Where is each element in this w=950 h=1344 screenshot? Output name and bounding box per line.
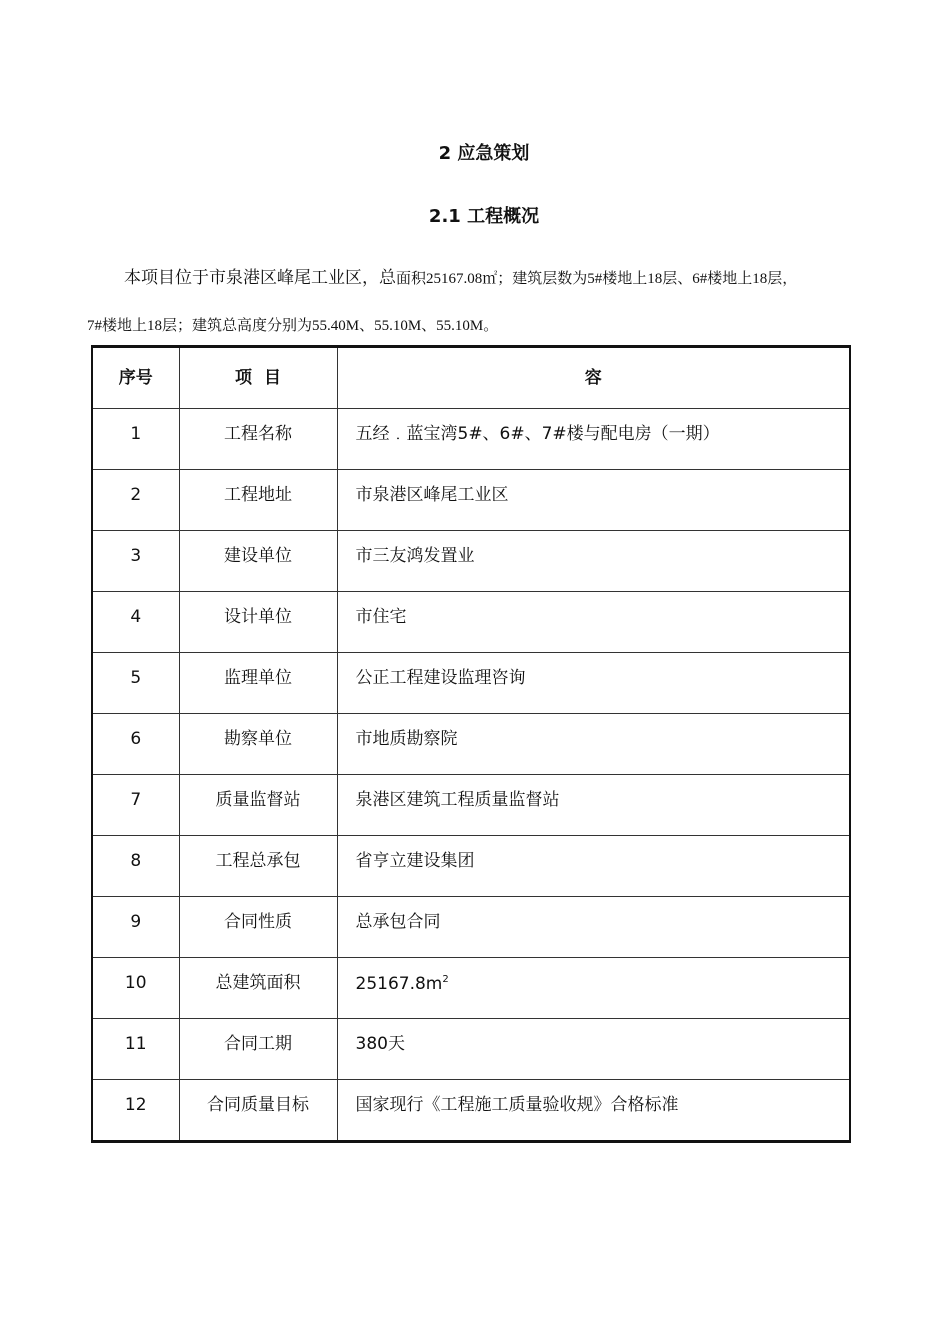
row-content: 省亨立建设集团 [355,851,475,871]
row-item: 勘察单位 [224,729,292,749]
row-number: 11 [124,1034,147,1054]
row-content: 市住宅 [355,607,407,627]
row-content-wrap [338,775,850,809]
row-number-cell [92,958,179,1019]
header-num: 序号 [92,347,179,409]
table-row [92,1019,850,1080]
overview-text-sans: 本项目位于市泉港区峰尾工业区，总 [124,268,396,288]
row-content-cell [337,714,850,775]
row-item: 监理单位 [224,668,292,688]
row-item-cell [179,470,337,531]
row-content: 380天 [355,1034,405,1054]
row-item: 合同性质 [224,912,292,932]
row-item: 工程总承包 [215,851,301,871]
row-item: 设计单位 [224,607,292,627]
row-content-cell [337,958,850,1019]
row-content: 市泉港区峰尾工业区 [355,485,509,505]
row-number: 5 [130,668,142,688]
row-number-cell [92,836,179,897]
row-item-cell [179,775,337,836]
row-number: 10 [124,973,147,993]
row-number: 2 [130,485,142,505]
row-content-wrap [338,653,850,687]
row-item-cell [179,409,337,470]
table-row [92,958,850,1019]
row-content-wrap [338,531,850,565]
row-content-cell [337,592,850,653]
row-number-cell [92,592,179,653]
overview-paragraph-line-2: 7#楼地上18层；建筑总高度分别为55.40M、55.10M、55.10M。 [87,318,499,334]
row-item: 总建筑面积 [215,973,301,993]
row-number: 6 [130,729,142,749]
overview-paragraph-line-1 [124,263,934,288]
table-header-row [92,347,850,409]
row-number: 7 [130,790,142,810]
row-content-wrap [338,470,850,504]
row-content-cell [337,1080,850,1142]
row-number: 12 [124,1095,147,1115]
row-content: 五经﹒蓝宝湾5#、6#、7#楼与配电房（一期） [355,424,720,444]
row-item-cell [179,592,337,653]
section-heading: 2 应急策划 [438,143,530,164]
row-content-wrap [338,1080,850,1114]
row-item-cell [179,958,337,1019]
row-item: 工程地址 [224,485,292,505]
row-item: 合同质量目标 [207,1095,309,1115]
row-content-wrap [338,592,850,626]
row-number-cell [92,653,179,714]
row-number-cell [92,1080,179,1142]
header-item-part-b: 目 [264,367,281,388]
row-number: 3 [130,546,142,566]
row-content-cell [337,409,850,470]
project-info-table [91,345,851,1143]
row-content: 公正工程建设监理咨询 [355,668,526,688]
row-number-cell [92,714,179,775]
row-item-cell [179,1019,337,1080]
row-item: 建设单位 [224,546,292,566]
table-row [92,897,850,958]
row-number-cell [92,409,179,470]
row-content-wrap [338,1019,850,1053]
row-content-cell [337,1019,850,1080]
overview-text-serif: 面积25167.08㎡；建筑层数为5#楼地上18层、6#楼地上18层， [396,271,798,287]
row-content: 市地质勘察院 [355,729,458,749]
row-number: 9 [130,912,142,932]
row-item: 质量监督站 [215,790,301,810]
row-item: 合同工期 [224,1034,292,1054]
row-content-wrap [338,714,850,748]
header-content: 容 [337,347,850,409]
row-number: 8 [130,851,142,871]
row-content: 总承包合同 [355,912,441,932]
row-content: 泉港区建筑工程质量监督站 [355,790,560,810]
row-content-wrap [338,836,850,870]
row-content-cell [337,531,850,592]
header-item [179,347,337,409]
row-number: 4 [130,607,142,627]
table-row [92,592,850,653]
row-content-wrap [338,958,850,993]
table-row [92,775,850,836]
row-item-cell [179,836,337,897]
row-content-cell [337,653,850,714]
row-item-cell [179,653,337,714]
row-number-cell [92,531,179,592]
table-row [92,1080,850,1142]
table-row [92,836,850,897]
header-item-part-a: 项 [235,367,252,388]
row-number-cell [92,1019,179,1080]
row-content-wrap [338,897,850,931]
row-content-cell [337,775,850,836]
row-content: 25167.8m [355,974,443,994]
row-number-cell [92,470,179,531]
row-number-cell [92,897,179,958]
table-row [92,653,850,714]
subsection-heading: 2.1 工程概况 [428,206,540,227]
row-number-cell [92,775,179,836]
row-content-cell [337,897,850,958]
row-content-wrap [338,409,850,443]
row-item-cell [179,531,337,592]
row-content-cell [337,470,850,531]
table-row [92,409,850,470]
table-row [92,531,850,592]
row-item-cell [179,714,337,775]
row-content-cell [337,836,850,897]
row-content: 国家现行《工程施工质量验收规》合格标准 [355,1095,679,1115]
table-row [92,470,850,531]
row-number: 1 [130,424,142,444]
row-item-cell [179,1080,337,1142]
row-item: 工程名称 [224,424,292,444]
row-item-cell [179,897,337,958]
row-content: 市三友鸿发置业 [355,546,475,566]
table-row [92,714,850,775]
superscript: 2 [442,974,449,985]
